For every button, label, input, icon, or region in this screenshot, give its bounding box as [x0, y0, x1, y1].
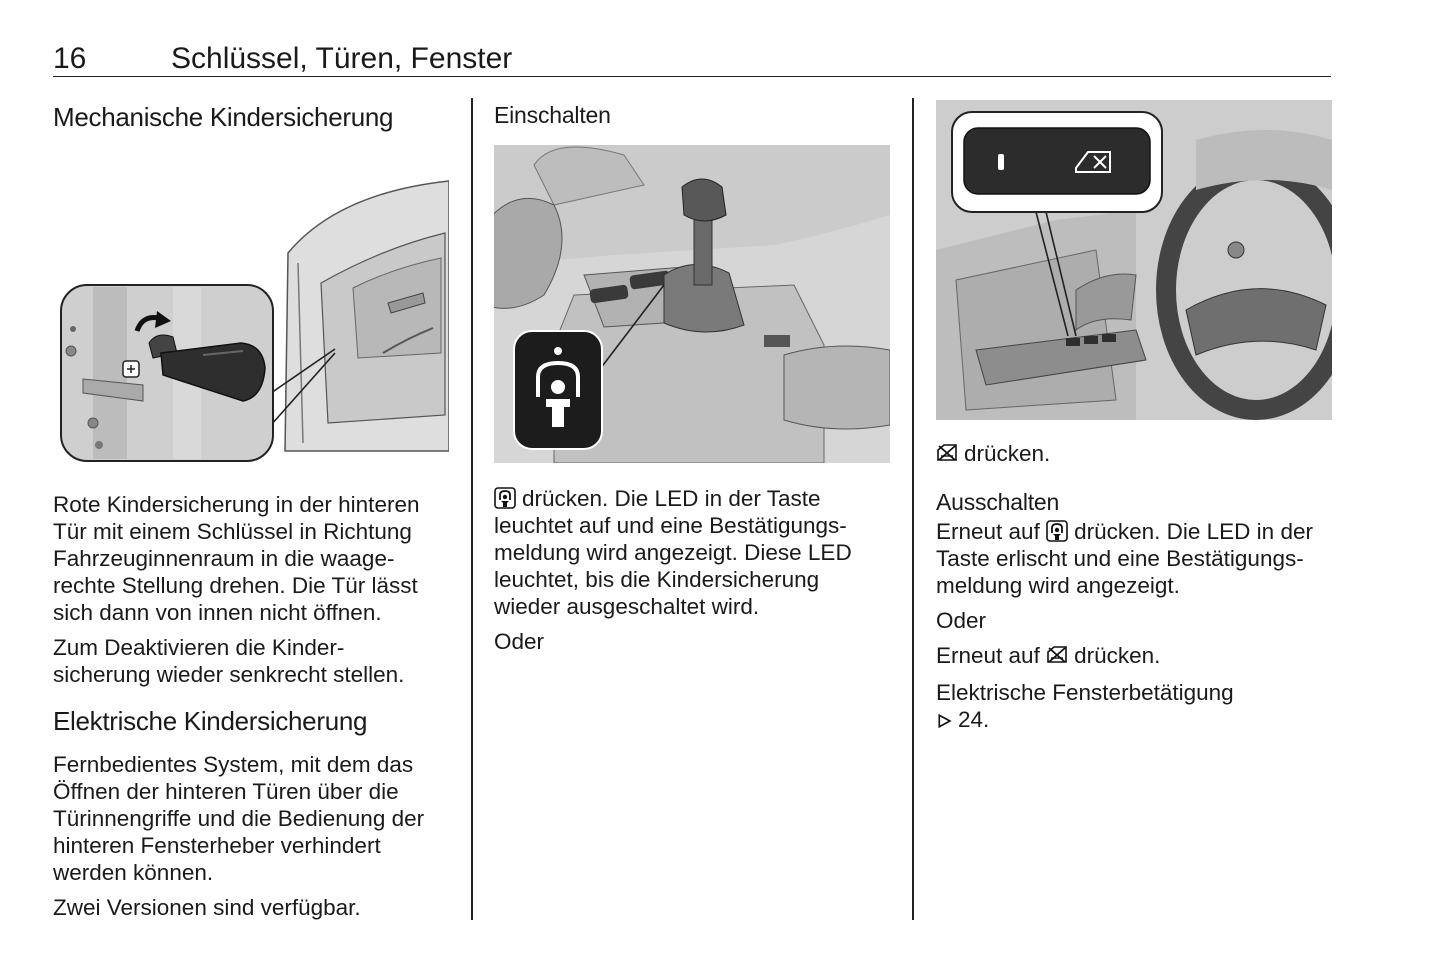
- window-lock-icon: [1046, 644, 1068, 666]
- paragraph-line: meldung wird angezeigt.: [936, 573, 1180, 598]
- center-console-illustration: [494, 145, 890, 463]
- paragraph-line: Taste erlischt und eine Bestätigungs-: [936, 546, 1304, 571]
- paragraph-line: leuchtet, bis die Kindersicherung: [494, 567, 820, 592]
- chapter-title: Schlüssel, Türen, Fenster: [171, 42, 513, 75]
- column-left: [53, 98, 453, 921]
- paragraph-line: Tür mit einem Schlüssel in Richtung: [53, 519, 412, 544]
- page-number: 16: [53, 42, 87, 75]
- reference-text: Elektrische Fensterbetätigung: [936, 680, 1234, 705]
- paragraph-line: sicherung wieder senkrecht stellen.: [53, 662, 405, 687]
- paragraph-line: wieder ausgeschaltet wird.: [494, 594, 760, 619]
- paragraph-line: Fahrzeuginnenraum in die waage-: [53, 546, 395, 571]
- paragraph-line: leuchtet auf und eine Bestätigungs-: [494, 513, 847, 538]
- column-middle: [494, 98, 894, 655]
- reference-page-number: 24.: [958, 707, 990, 732]
- press-text: drücken.: [1074, 643, 1161, 668]
- paragraph-or: Oder: [936, 608, 987, 633]
- again-prefix: Erneut auf: [936, 643, 1040, 668]
- paragraph-press: [936, 440, 1336, 467]
- subheading-switch-on: Einschalten: [494, 102, 611, 128]
- subheading-switch-off: Ausschalten: [936, 489, 1060, 515]
- paragraph-versions: Zwei Versionen sind verfügbar.: [53, 895, 361, 920]
- press-text: drücken.: [964, 441, 1051, 466]
- press-text: drücken. Die LED in der Taste: [522, 486, 821, 511]
- paragraph-or: Oder: [494, 629, 545, 654]
- paragraph-line: Zum Deaktivieren die Kinder-: [53, 635, 345, 660]
- child-lock-icon: [1046, 520, 1068, 542]
- heading-mechanical-child-lock: Mechanische Kindersicherung: [53, 102, 394, 132]
- press-text: drücken. Die LED in der: [1074, 519, 1313, 544]
- page-reference[interactable]: [936, 706, 1336, 733]
- paragraph-line: hinteren Fensterheber verhindert: [53, 833, 381, 858]
- paragraph-line: meldung wird angezeigt. Diese LED: [494, 540, 852, 565]
- paragraph-line: Rote Kindersicherung in der hinteren: [53, 492, 420, 517]
- driver-door-switch-illustration: [936, 100, 1332, 420]
- again-prefix: Erneut auf: [936, 519, 1040, 544]
- column-right: [936, 98, 1336, 733]
- column-divider: [471, 98, 473, 920]
- paragraph-line: rechte Stellung drehen. Die Tür lässt: [53, 573, 418, 598]
- paragraph-line: sich dann von innen nicht öffnen.: [53, 600, 382, 625]
- page-reference-arrow-icon: [936, 712, 954, 730]
- paragraph-line: Fernbedientes System, mit dem das: [53, 752, 414, 777]
- window-lock-icon: [936, 442, 958, 464]
- mechanical-child-lock-illustration: [53, 153, 449, 465]
- column-divider: [912, 98, 914, 920]
- page-header: [53, 40, 1331, 77]
- child-lock-icon: [494, 487, 516, 509]
- paragraph-line: [936, 518, 1336, 545]
- paragraph-line: Türinnengriffe und die Bedienung der: [53, 806, 425, 831]
- paragraph-again: [936, 642, 1336, 669]
- heading-electric-child-lock: Elektrische Kindersicherung: [53, 706, 368, 736]
- paragraph-line: [494, 485, 894, 512]
- paragraph-line: werden können.: [53, 860, 214, 885]
- paragraph-line: Öffnen der hinteren Türen über die: [53, 779, 399, 804]
